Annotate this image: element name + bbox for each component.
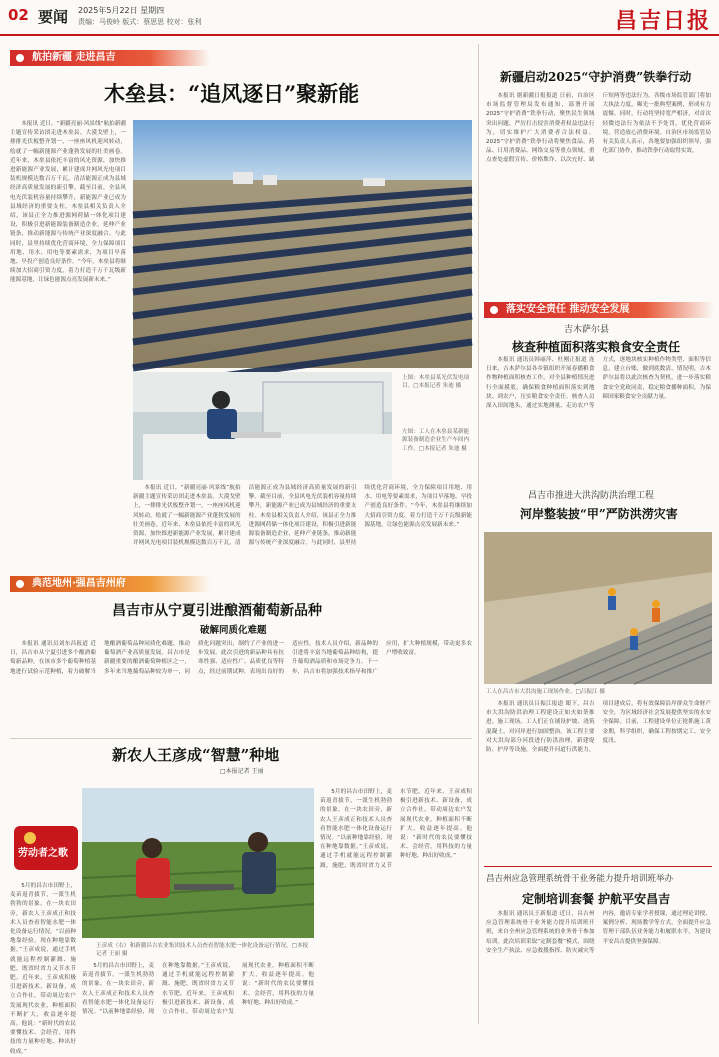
flood-story-text: 本报讯 通讯员吕振江报道 眼下，昌吉市大洪沟防洪治理工程建设正如火如荼推进。施工现场，工人们正在铺设护坡、浇筑混凝土，对河岸进行加固整治。该工程主要对大洪沟部分河段进行防洪治理，新建堤防、护岸等设施，全面提升河道行洪能力。项目建成后，将有效保障沿岸群众生命财产安全，为区域经济社会发展提供坚实的水安全保障。目前，工程建设单位正抢抓施工黄金期，科学组织，确保工程按期完工、安全度汛。	[486, 701, 711, 754]
section-banner-aerial: 航拍新疆 走进昌吉	[10, 50, 210, 66]
editors-line: 责编：马俊岭 版式：蔡思思 校对：张利	[78, 18, 202, 26]
newspaper-logo: 昌吉日报	[614, 8, 711, 34]
issue-date: 2025年5月22日 星期四	[78, 6, 165, 15]
lead-story-text-cont: 本报讯 近日，“新疆亮丽·风景线”航拍新疆主题宣传采访团走进木垒县。大漠戈壁上，一排排光伏板整齐划一，一座座风机迎风转动，绘就了一幅新能源产业蓬勃发展的壮美画卷。近年来，木垒县依托丰富的风光资源，加快推进新能源产业发展，累计建成并网风光电项目装机规模达数百万千瓦，清洁能源正成为县域经济高质量发展的新引擎。截至目前，全县风电光伏装机容量持续攀升，新能源产业已成为县域经济的重要支柱。木垒县相关负责人介绍，该县正全力推进源网荷储一体化项目建设，积极引进新能源装备制造企业，延伸产业链条，推动新能源与传统产业深度融合。与此同时，县里持续优化营商环境，全力保障项目用地、用水、用电等要素需求，为项目早落地、早投产创造良好条件。“今年，木垒县将继续加大招商引资力度，着力打造千万千瓦级新能源基地，让绿色能源点亮发展新未来。”	[133, 485, 472, 547]
solar-panel-image	[133, 120, 472, 368]
caption-top-photo: 上图：木垒县某光伏发电项目。□本报记者 朱迪 摄	[402, 375, 470, 390]
farmer-story-text-left: 5月的昌吉市田野上，麦苗返青拔节，一派生机勃勃的景象。在一块农田旁，新农人王彦成正和技术人员查看智能水肥一体化设备运行情况。“以前种地靠经验，现在种地靠数据。”王彦成说，通过手机就能远程控制灌溉、施肥，既省时省力又节水节肥。近年来，王彦成积极引进新技术、新设备，成立合作社，带动周边农户发展现代农业，种植面积不断扩大，收益逐年提高。他说：“新时代的农民要懂技术、会经营，用科技的力量种好地、种出好收成。”	[10, 883, 76, 1055]
worker-image	[133, 372, 392, 480]
masthead	[0, 0, 719, 36]
grain-story-body	[486, 356, 711, 476]
field-image	[82, 788, 314, 938]
wine-bottom-divider	[10, 738, 472, 739]
wine-subhead: 破解同质化难题	[200, 625, 267, 636]
wine-story-text: 本报讯 通讯员刘东昌报道 近日，昌吉市从宁夏引进多个酿酒葡萄新品种，在该市多个葡萄种植基地进行试验示范种植，着力破解当地酿酒葡萄品种同质化难题，推动葡萄酒产业高质量发展。昌吉市是新疆重要的酿酒葡萄种植区之一，多年来当地葡萄品种较为单一，同质化问题突出，制约了产业的进一步发展。此次引进的新品种具有抗寒性强、适应性广、品质优良等特点，经过前期试种，表现出良好的适应性。技术人员介绍，新品种的引进将丰富当地葡萄品种结构，提升葡萄酒品质和市场竞争力。下一步，昌吉市将加强技术指导和推广应用，扩大种植规模，带动更多农户增收致富。	[10, 641, 472, 675]
grain-headline: 核查种植面积落实粮食安全责任	[512, 340, 681, 354]
flood-works-photo	[484, 532, 712, 684]
flood-headline: 河岸整装披“甲”严防洪涝灾害	[520, 507, 678, 521]
factory-worker-photo	[133, 372, 392, 480]
page-number: 02	[8, 6, 29, 24]
solar-farm-photo	[133, 120, 472, 368]
lead-headline: 木垒县：“追风逐日”聚新能	[104, 81, 360, 106]
farmer-byline: □本报记者 王丽	[220, 768, 264, 775]
farmer-headline: 新农人王彦成“智慧”种地	[112, 746, 280, 764]
section-banner-safety: 落实安全责任 推动安全发展	[484, 302, 714, 318]
consumer-story-text: 本报讯 据新疆日报报道 日前，自治区市场监督管理局发布通知，部署开展2025“守护消费”铁拳行动，聚焦民生领域突出问题，严厉打击侵害消费者权益违法行为，切实维护广大消费者合法权益。2025“守护消费”铁拳行动将聚焦食品、药品、日用消费品、网络交易等重点领域，重点查处虚假宣传、价格欺诈、以次充好、缺斤短两等违法行为。各级市场监管部门将加大执法力度，曝光一批典型案例，形成有力震慑。同时，行动将坚持宽严相济，对首次轻微违法行为依法不予处罚，优化营商环境，营造放心消费环境。自治区市场监管局有关负责人表示，各地要加强组织领导，强化部门协作，推动铁拳行动取得实效。	[486, 93, 711, 164]
training-kicker: 昌吉州应急管理系统骨干业务能力提升培训班举办	[486, 874, 674, 884]
column-divider	[478, 44, 479, 1024]
caption-bottom-photo: 左图：工人在木垒县某新能源装备制造企业生产车间内工作。□本报记者 朱迪 摄	[402, 429, 470, 452]
lead-story-text: 本报讯 近日，“新疆亮丽·风景线”航拍新疆主题宣传采访团走进木垒县。大漠戈壁上，一排排光伏板整齐划一，一座座风机迎风转动，绘就了一幅新能源产业蓬勃发展的壮美画卷。近年来，木垒县依托丰富的风光资源，加快推进新能源产业发展，累计建成并网风光电项目装机规模达数百万千瓦，清洁能源正成为县域经济高质量发展的新引擎。截至目前，全县风电光伏装机容量持续攀升，新能源产业已成为县域经济的重要支柱。木垒县相关负责人介绍，该县正全力推进源网荷储一体化项目建设，积极引进新能源装备制造企业，延伸产业链条，推动新能源与传统产业深度融合。与此同时，县里持续优化营商环境，全力保障项目用地、用水、用电等要素需求，为项目早落地、早投产创造良好条件。“今年，木垒县将继续加大招商引资力度，着力打造千万千瓦级新能源基地，让绿色能源点亮发展新未来。”	[10, 121, 126, 284]
farmer-photo	[82, 788, 314, 938]
wine-headline: 昌吉市从宁夏引进酿酒葡萄新品种	[112, 603, 322, 619]
farmer-photo-caption: 王彦成（右）和新疆昌吉农业集团技术人员查看智能水肥一体化设备运行情况。□本报记者 王丽 摄	[96, 943, 309, 958]
section-banner-model: 典范地州·强昌吉州府	[10, 576, 210, 592]
grain-kicker: 吉木萨尔县	[564, 325, 610, 335]
training-story-body	[486, 910, 711, 1020]
consumer-story-body	[486, 92, 711, 284]
grain-story-text: 本报讯 通讯员韩丽萍、杜刚正报道 连日来，吉木萨尔县各乡镇组织开展春播粮食作物种植面积核查工作，对全县种植情况进行全面摸底，确保粮食种植面积落实到地块、到农户，压实粮食安全责任。核查人员深入田间地头，通过实地测量、走访农户等方式，逐地块核实种植作物类型、面积等信息，建立台账，做到底数清、情况明。吉木萨尔县将以此次核查为契机，进一步落实粮食安全党政同责，稳定粮食播种面积，为保障国家粮食安全贡献力量。	[486, 357, 711, 410]
wine-story-body	[10, 640, 472, 734]
flood-story-body	[486, 700, 711, 858]
training-story-text: 本报讯 通讯员王新报道 近日，昌吉州应急管理系统骨干业务能力提升培训班开班，来自全州应急管理系统的业务骨干参加培训。此次培训采取“定制套餐”模式，围绕安全生产执法、应急救援指挥、防灾减灾等内容，邀请专家学者授课，通过理论讲授、案例分析、现场教学等方式，全面提升应急管理干部队伍业务能力和履职水平，为建设平安昌吉提供坚强保障。	[486, 911, 711, 954]
song-logo-text: 劳动者之歌	[18, 848, 68, 859]
lead-story-continuation	[133, 484, 472, 568]
training-headline: 定制培训套餐 护航平安昌吉	[522, 892, 671, 906]
farmer-story-text-right: 5月的昌吉市田野上，麦苗返青拔节，一派生机勃勃的景象。在一块农田旁，新农人王彦成正和技术人员查看智能水肥一体化设备运行情况。“以前种地靠经验，现在种地靠数据。”王彦成说，通过手机就能远程控制灌溉、施肥，既省时省力又节水节肥。近年来，王彦成积极引进新技术、新设备，成立合作社，带动周边农户发展现代农业，种植面积不断扩大，收益逐年提高。他说：“新时代的农民要懂技术、会经营，用科技的力量种好地、种出好收成。”	[320, 789, 472, 869]
farmer-story-body-mid	[82, 962, 314, 1022]
right-bottom-divider	[484, 866, 712, 867]
lead-story-body	[10, 120, 126, 568]
farmer-story-text-mid: 5月的昌吉市田野上，麦苗返青拔节，一派生机勃勃的景象。在一块农田旁，新农人王彦成正和技术人员查看智能水肥一体化设备运行情况。“以前种地靠经验，现在种地靠数据。”王彦成说，通过手机就能远程控制灌溉、施肥，既省时省力又节水节肥。近年来，王彦成积极引进新技术、新设备，成立合作社，带动周边农户发展现代农业，种植面积不断扩大，收益逐年提高。他说：“新时代的农民要懂技术、会经营，用科技的力量种好地、种出好收成。”	[82, 963, 314, 1016]
farmer-story-body-right	[320, 788, 472, 1022]
flood-kicker: 昌吉市推进大洪沟防洪治理工程	[528, 491, 655, 501]
consumer-headline: 新疆启动2025“守护消费”铁拳行动	[500, 70, 692, 84]
section-name: 要闻	[38, 8, 69, 26]
flood-photo-caption: 工人在昌吉市大洪沟施工现场作业。□吕振江 摄	[486, 689, 605, 695]
workers-song-logo	[12, 820, 80, 876]
riverbank-image	[484, 532, 712, 684]
farmer-story-body-left	[10, 882, 76, 1055]
